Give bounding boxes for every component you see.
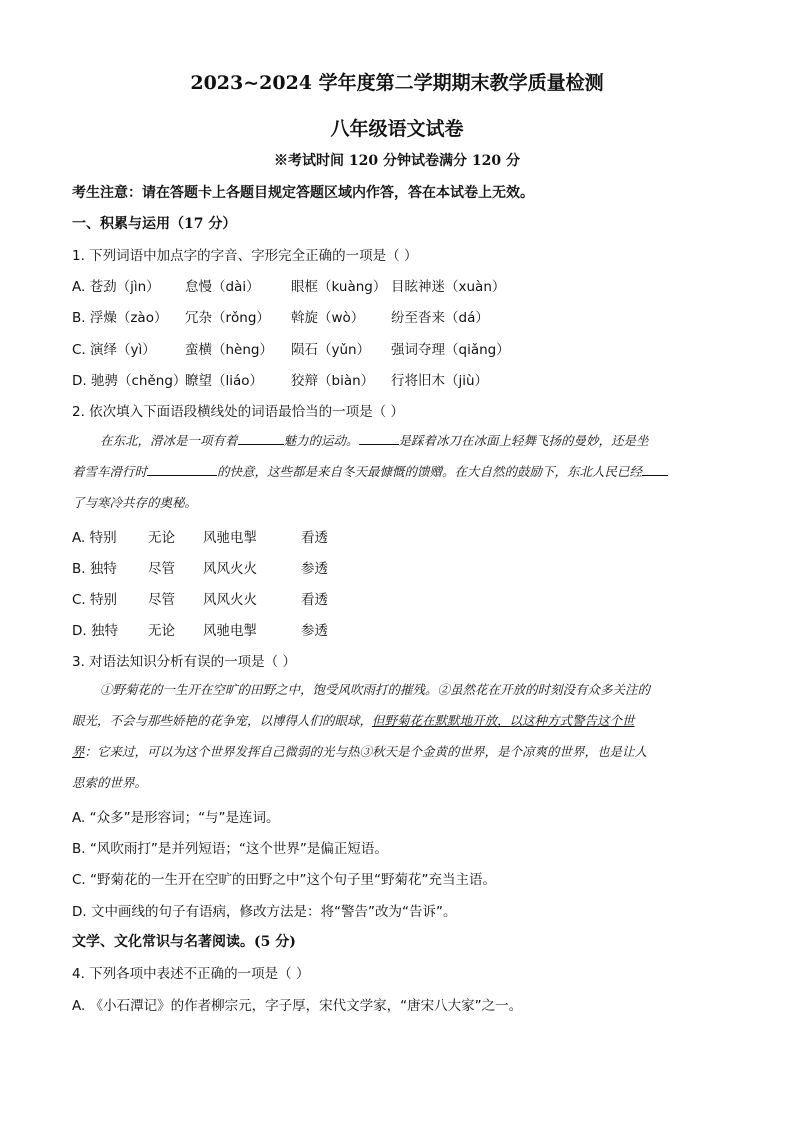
question-4-option-a: A. 《小石潭记》的作者柳宗元，字子厚，宋代文学家，“唐宋八大家”之一。 [72, 998, 523, 1014]
exam-title: 2023~2024 学年度第二学期期末教学质量检测 [190, 72, 604, 94]
question-2-passage: 在东北，滑冰是一项有着 魅力的运动。 是踩着冰刀在冰面上轻舞飞扬的曼妙，还是坐 着雪车滑行时 的快意，这些都是来自冬天最慷慨的馈赠。在大自然的鼓励下，东北人民已经 了与寒冷共存的奥秘。 [72, 425, 722, 518]
question-1-stem: 1. 下列词语中加点字的字音、字形完全正确的一项是（ ） [72, 248, 418, 264]
question-3-option-c: C. “野菊花的一生开在空旷的田野之中”这个句子里“野菊花”充当主语。 [72, 872, 496, 888]
question-1-option-a: A. 苍劲（jìn） 怠慢（dài） 眼框（kuàng） 目眩神迷（xuàn） [72, 279, 506, 295]
fill-blank [147, 463, 217, 476]
question-3-option-a: A. “众多”是形容词；“与”是连词。 [72, 810, 280, 826]
question-1-option-b: B. 浮燥（zào） 冗杂（rǒng） 斡旋（wò） 纷至沓来（dá） [72, 310, 489, 326]
question-2-option-d: D. 独特 无论 风驰电掣 参透 [72, 623, 328, 639]
fill-blank [238, 432, 284, 445]
question-3-option-b: B. “风吹雨打”是并列短语；“这个世界”是偏正短语。 [72, 841, 388, 857]
candidate-notice: 考生注意：请在答题卡上各题目规定答题区域内作答，答在本试卷上无效。 [72, 185, 534, 201]
underlined-sentence: 但野菊花在默默地开放，以这种方式警告这个世 [372, 713, 635, 728]
question-3-option-d: D. 文中画线的句子有语病，修改方法是：将“警告”改为“告诉”。 [72, 904, 457, 920]
question-1-option-c: C. 演绎（yì） 蛮横（hèng） 陨石（yǔn） 强词夺理（qiǎng） [72, 342, 510, 358]
question-2-option-b: B. 独特 尽管 风风火火 参透 [72, 561, 328, 577]
section-heading-1: 一、积累与运用（17 分） [72, 216, 237, 232]
question-4-stem: 4. 下列各项中表述不正确的一项是（ ） [72, 966, 310, 982]
question-2-option-c: C. 特别 尽管 风风火火 看透 [72, 592, 328, 608]
exam-time-note: ※考试时间 120 分钟试卷满分 120 分 [274, 153, 520, 169]
question-3-passage: ①野菊花的一生开在空旷的田野之中，饱受风吹雨打的摧残。②虽然花在开放的时刻没有众多关注的 眼光，不会与那些娇艳的花争宠，以博得人们的眼球，但野菊花在默默地开放，以这种方式警告这个世 界：它来过，可以为这个世界发挥自己微弱的光与热③秋天是个金黄的世界，是个凉爽的世界，也是让人 思索的世界。 [72, 682, 651, 790]
fill-blank [642, 463, 668, 476]
question-2-stem: 2. 依次填入下面语段横线处的词语最恰当的一项是（ ） [72, 404, 404, 420]
question-2-option-a: A. 特别 无论 风驰电掣 看透 [72, 530, 328, 546]
exam-subtitle: 八年级语文试卷 [330, 118, 464, 140]
section-heading-2: 文学、文化常识与名著阅读。(5 分) [72, 934, 296, 950]
underlined-sentence-end: 界 [72, 744, 85, 759]
fill-blank [359, 432, 399, 445]
question-3-stem: 3. 对语法知识分析有误的一项是（ ） [72, 654, 296, 670]
question-1-option-d: D. 驰骋（chěng） 瞭望（liáo） 狡辩（biàn） 行将旧木（jiù） [72, 373, 489, 389]
